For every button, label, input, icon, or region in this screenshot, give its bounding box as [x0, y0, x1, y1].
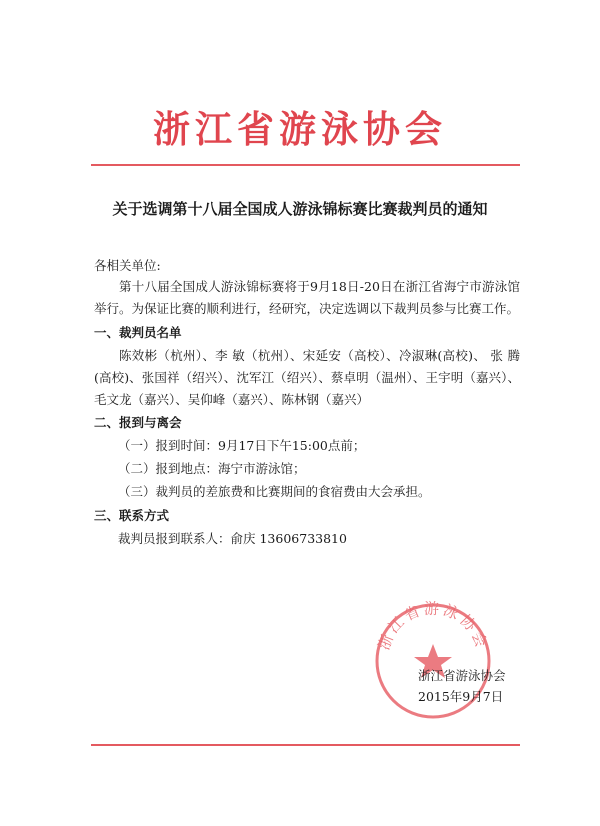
signature-organization: 浙江省游泳协会 [418, 668, 506, 683]
section-heading-contact: 三、联系方式 [94, 508, 170, 523]
referee-list: 陈效彬（杭州）、李 敏（杭州）、宋延安（高校）、冷淑琳(高校)、 张 腾(高校)、张国祥（绍兴）、沈军江（绍兴）、蔡卓明（温州）、王宇明（嘉兴）、毛文龙（嘉兴）、吴仰峰（嘉兴）、陈林钢（嘉兴） [94, 348, 520, 407]
arrival-item-location: （二）报到地点：海宁市游泳馆； [118, 461, 306, 476]
contact-line: 裁判员报到联系人：俞庆 13606733810 [118, 531, 347, 546]
letterhead-divider [91, 164, 520, 166]
section-heading-arrival: 二、报到与离会 [94, 415, 182, 430]
notice-title: 关于选调第十八届全国成人游泳锦标赛比赛裁判员的通知 [112, 200, 488, 218]
signature-date: 2015年9月7日 [418, 689, 504, 704]
letterhead-title: 浙江省游泳协会 [153, 107, 447, 151]
footer-divider [91, 744, 520, 746]
section-heading-referees: 一、裁判员名单 [94, 325, 182, 340]
addressee: 各相关单位: [94, 258, 161, 273]
arrival-item-time: （一）报到时间：9月17日下午15:00点前； [118, 438, 366, 453]
arrival-item-expenses: （三）裁判员的差旅费和比赛期间的食宿费由大会承担。 [118, 484, 431, 499]
svg-text:浙江省游泳协会: 浙江省游泳协会 [374, 600, 492, 653]
intro-paragraph: 第十八届全国成人游泳锦标赛将于9月18日-20日在浙江省海宁市游泳馆举行。为保证比赛的顺利进行，经研究，决定选调以下裁判员参与比赛工作。 [94, 279, 520, 316]
